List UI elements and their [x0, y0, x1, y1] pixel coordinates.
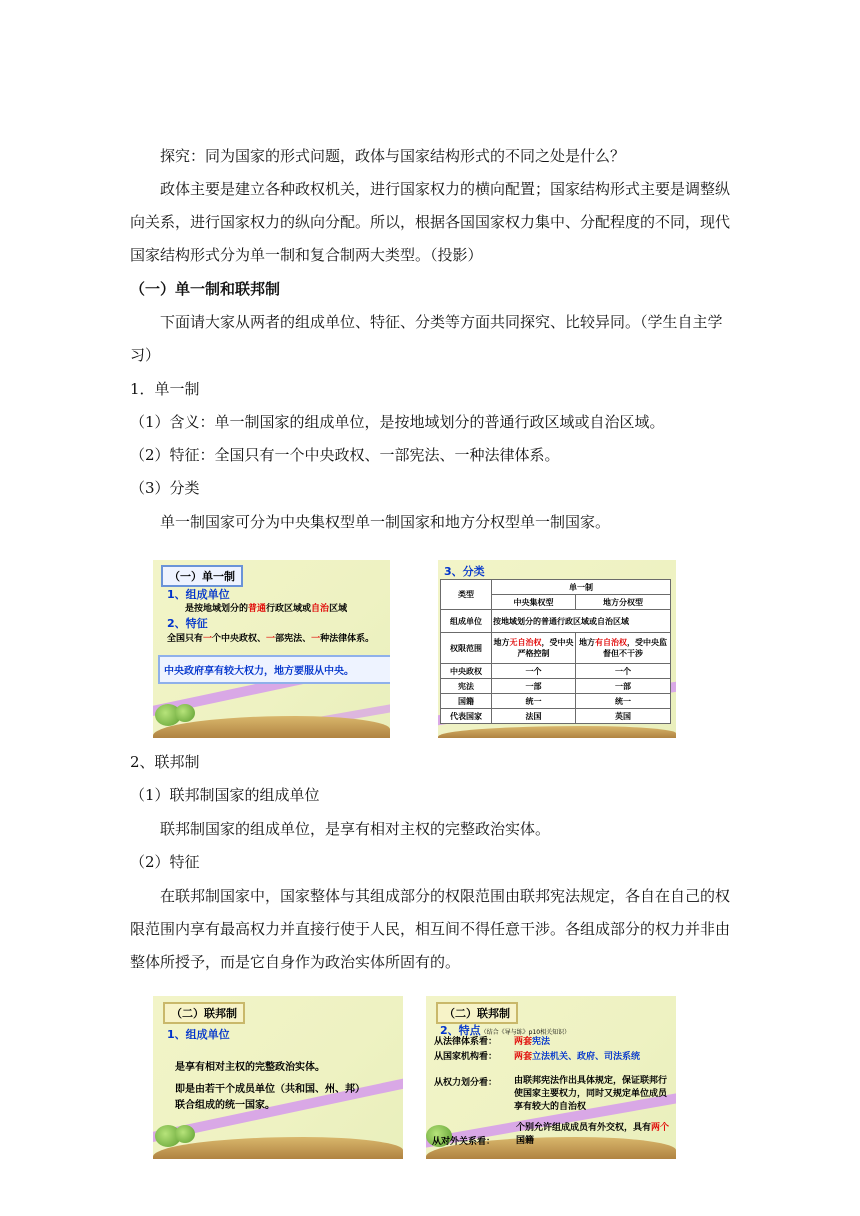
table-cell: 国籍 — [441, 694, 492, 709]
slide-tag: （二）联邦制 — [436, 1002, 518, 1024]
table-cell: 统一 — [492, 694, 576, 709]
slide-callout: 中央政府享有较大权力，地方要服从中央。 — [158, 655, 390, 684]
slide-federal-features — [426, 996, 676, 1159]
unitary-class: （3）分类 — [130, 479, 200, 497]
slide-text: 是按地域划分的普通行政区域或自治区域 — [185, 604, 348, 614]
table-cell: 中央政权 — [441, 664, 492, 679]
slide-row-value: 两套宪法 — [514, 1037, 551, 1047]
slide-federal-unit — [153, 996, 403, 1159]
table-cell: 一个 — [576, 664, 671, 679]
table-row — [441, 633, 671, 664]
slide-heading: 1、组成单位 — [167, 1028, 230, 1041]
slide-tag: （二）联邦制 — [163, 1002, 245, 1024]
slide-row-label: 从对外关系看： — [432, 1137, 496, 1147]
paragraph-2: 下面请大家从两者的组成单位、特征、分类等方面共同探究、比较异同。（学生自主学习） — [130, 313, 723, 364]
slide-heading: 1、组成单位 — [167, 588, 230, 601]
table-row — [441, 610, 671, 633]
slide-tag: （一）单一制 — [161, 565, 243, 587]
slide-unitary — [153, 560, 390, 738]
table-cell: 代表国家 — [441, 709, 492, 724]
table-cell: 宪法 — [441, 679, 492, 694]
slide-row-value: 由联邦宪法作出具体规定，保证联邦行使国家主要权力，同时又规定单位成员享有较大的自治权 — [514, 1076, 668, 1112]
table-cell: 统一 — [576, 694, 671, 709]
slide-heading: 2、特征 — [167, 617, 208, 630]
slide-row-label: 从法律体系看： — [434, 1037, 498, 1047]
comparison-table — [440, 579, 671, 724]
table-cell: 按地域划分的普通行政区域或自治区域 — [492, 610, 671, 633]
table-cell: 组成单位 — [441, 610, 492, 633]
table-row — [441, 664, 671, 679]
table-cell: 一部 — [492, 679, 576, 694]
subheading-federal: 2、联邦制 — [130, 753, 200, 771]
subheading-unitary: 1．单一制 — [130, 380, 200, 398]
slide-text: 全国只有一个中央政权、一部宪法、一种法律体系。 — [167, 634, 375, 644]
unitary-feature: （2）特征：全国只有一个中央政权、一部宪法、一种法律体系。 — [130, 446, 560, 464]
table-cell: 一个 — [492, 664, 576, 679]
table-cell: 英国 — [576, 709, 671, 724]
slide-heading: 2、特点（结合《导与练》p10相关知识） — [440, 1024, 571, 1037]
federal-unit: （1）联邦制国家的组成单位 — [130, 786, 320, 804]
slide-row-label: 从权力划分看： — [434, 1078, 498, 1088]
federal-feature: （2）特征 — [130, 853, 200, 871]
section-heading: （一）单一制和联邦制 — [130, 280, 281, 298]
table-cell: 单一制 — [492, 580, 671, 595]
slide-heading: 3、分类 — [444, 565, 485, 578]
unitary-class-text: 单一制国家可分为中央集权型单一制国家和地方分权型单一制国家。 — [160, 513, 611, 531]
table-cell: 法国 — [492, 709, 576, 724]
slide-row-value: 两套立法机关、政府、司法系统 — [514, 1052, 641, 1062]
table-cell: 类型 — [441, 580, 492, 610]
slide-row-label: 从国家机构看： — [434, 1052, 498, 1062]
table-row — [441, 679, 671, 694]
table-cell: 一部 — [576, 679, 671, 694]
slide-text: 即是由若干个成员单位（共和国、州、邦）联合组成的统一国家。 — [175, 1084, 365, 1111]
slide-row-value: 个别允许组成成员有外交权，具有两个国籍 — [516, 1123, 670, 1146]
table-row — [441, 694, 671, 709]
table-cell: 地方有自治权，受中央监督但不干涉 — [576, 633, 671, 664]
table-cell: 地方无自治权，受中央严格控制 — [492, 633, 576, 664]
federal-feature-text: 在联邦制国家中，国家整体与其组成部分的权限范围由联邦宪法规定，各自在自己的权限范围内享有最高权力并直接行使于人民，相互间不得任意干涉。各组成部分的权力并非由整体所授予，而是它自身作为政治实体所固有的。 — [130, 887, 731, 971]
paragraph-1: 政体主要是建立各种政权机关，进行国家权力的横向配置；国家结构形式主要是调整纵向关系，进行国家权力的纵向分配。所以，根据各国国家权力集中、分配程度的不同，现代国家结构形式分为单一制和复合制两大类型。（投影） — [130, 180, 731, 264]
table-row — [441, 580, 671, 595]
slide-text: 是享有相对主权的完整政治实体。 — [175, 1062, 325, 1073]
table-cell: 权限范围 — [441, 633, 492, 664]
federal-unit-text: 联邦制国家的组成单位，是享有相对主权的完整政治实体。 — [160, 820, 551, 838]
table-cell: 中央集权型 — [492, 595, 576, 610]
table-row — [441, 709, 671, 724]
table-cell: 地方分权型 — [576, 595, 671, 610]
unitary-meaning: （1）含义：单一制国家的组成单位，是按地域划分的普通行政区域或自治区域。 — [130, 413, 665, 431]
question-text: 探究：同为国家的形式问题，政体与国家结构形式的不同之处是什么？ — [160, 147, 626, 165]
slide-classification — [438, 560, 676, 738]
